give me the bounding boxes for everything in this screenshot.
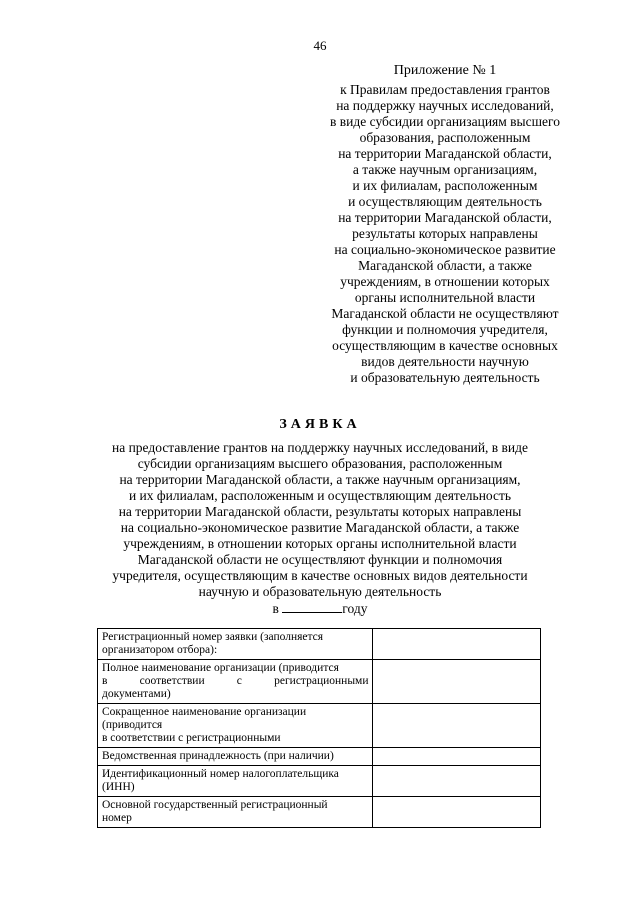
appendix-line: и образовательную деятельность (350, 370, 540, 385)
year-suffix: году (342, 601, 368, 616)
subtitle-line: научную и образовательную деятельность (198, 584, 442, 599)
appendix-line: и осуществляющим деятельность (348, 194, 542, 209)
row-label (98, 766, 373, 797)
label-line: Ведомственная принадлежность (при наличии) (102, 750, 334, 762)
appendix-line: к Правилам предоставления грантов (340, 82, 550, 97)
subtitle-line: субсидии организациям высшего образования, расположенным (137, 456, 503, 471)
appendix-line: на социально-экономическое развитие (334, 242, 556, 257)
year-line (100, 600, 540, 617)
label-line: Сокращенное наименование организации (102, 706, 307, 718)
subtitle-line: на территории Магаданской области, результаты которых направлены (118, 504, 522, 519)
table-row (98, 766, 541, 797)
row-value-cell[interactable] (373, 748, 541, 766)
label-line: документами) (102, 688, 171, 700)
appendix-line: и их филиалам, расположенным (352, 178, 538, 193)
appendix-line: на поддержку научных исследований, (336, 98, 554, 113)
appendix-line: результаты которых направлены (352, 226, 538, 241)
appendix-line: на территории Магаданской области, (338, 146, 552, 161)
label-line: (ИНН) (102, 781, 135, 793)
row-label (98, 797, 373, 828)
table-row (98, 797, 541, 828)
row-label (98, 704, 373, 748)
label-line: в соответствии с регистрационными (102, 675, 369, 687)
subtitle-line: и их филиалам, расположенным и осуществляющим деятельность (128, 488, 512, 503)
label-line: номер (102, 812, 132, 824)
subtitle-line: на социально-экономическое развитие Магаданской области, а также (120, 520, 520, 535)
application-form-table (97, 628, 541, 828)
row-value-cell[interactable] (373, 766, 541, 797)
appendix-line: органы исполнительной власти (354, 290, 536, 305)
subtitle-line: учредителя, осуществляющим в качестве основных видов деятельности (112, 568, 528, 583)
document-title: ЗАЯВКА (279, 417, 361, 432)
label-line: Основной государственный регистрационный (102, 799, 328, 811)
subtitle-line: на территории Магаданской области, а также научным организациям, (119, 472, 521, 487)
label-line: в соответствии с регистрационными (102, 732, 281, 744)
row-value-cell[interactable] (373, 704, 541, 748)
appendix-line: а также научным организациям, (352, 162, 538, 177)
appendix-line: образования, расположенным (359, 130, 531, 145)
document-subtitle (100, 440, 540, 617)
label-line: Полное наименование организации (приводится (102, 662, 339, 674)
appendix-title: Приложение № 1 (393, 63, 497, 78)
appendix-line: функции и полномочия учредителя, (342, 322, 548, 337)
year-blank-field[interactable] (282, 600, 342, 613)
appendix-line: учреждениям, в отношении которых (340, 274, 550, 289)
label-line: организатором отбора): (102, 644, 218, 656)
row-label (98, 660, 373, 704)
label-line: (приводится (102, 719, 163, 731)
row-label (98, 748, 373, 766)
appendix-line: Магаданской области, а также (358, 258, 532, 273)
subtitle-line: учреждениям, в отношении которых органы исполнительной власти (123, 536, 517, 551)
appendix-line: осуществляющим в качестве основных (332, 338, 558, 353)
row-value-cell[interactable] (373, 660, 541, 704)
row-value-cell[interactable] (373, 797, 541, 828)
appendix-line: на территории Магаданской области, (338, 210, 552, 225)
subtitle-line: на предоставление грантов на поддержку научных исследований, в виде (111, 440, 528, 455)
row-value-cell[interactable] (373, 629, 541, 660)
year-prefix: в (272, 601, 279, 616)
table-row (98, 704, 541, 748)
appendix-line: видов деятельности научную (361, 354, 529, 369)
row-label (98, 629, 373, 660)
appendix-line: в виде субсидии организациям высшего (330, 114, 560, 129)
appendix-line: Магаданской области не осуществляют (331, 306, 559, 321)
table-row (98, 660, 541, 704)
page-number: 46 (313, 38, 327, 53)
subtitle-line: Магаданской области не осуществляют функции и полномочия (137, 552, 503, 567)
table-row (98, 629, 541, 660)
table-row (98, 748, 541, 766)
appendix-body (300, 82, 590, 386)
label-line: Идентификационный номер налогоплательщика (102, 768, 339, 780)
label-line: Регистрационный номер заявки (заполняется (102, 631, 324, 643)
